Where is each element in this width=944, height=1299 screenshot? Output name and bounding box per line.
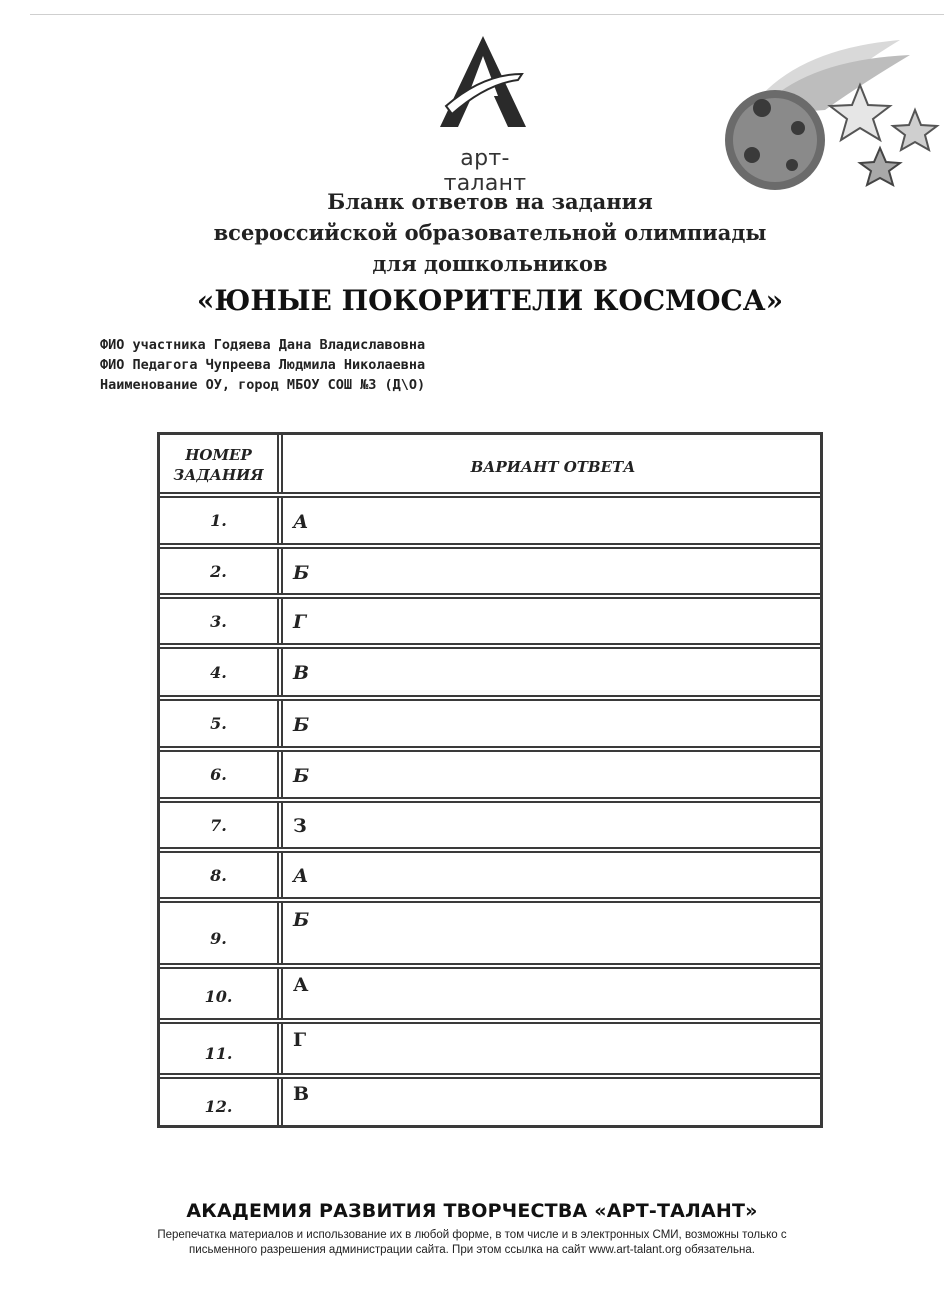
task-number: 12.: [204, 1097, 233, 1116]
answer-cell: Г: [293, 611, 307, 633]
answer-cell: З: [293, 815, 307, 837]
table-row: [160, 903, 820, 963]
answer-cell: А: [293, 511, 309, 533]
planet-comet-stars-icon: [700, 30, 940, 200]
table-row: [160, 853, 820, 897]
answer-cell: А: [293, 974, 309, 996]
header-number-line-2: ЗАДАНИЯ: [173, 466, 264, 484]
footer-org-name: АКАДЕМИЯ РАЗВИТИЯ ТВОРЧЕСТВА «АРТ-ТАЛАНТ»: [186, 1200, 758, 1222]
answer-table: [157, 432, 823, 1128]
task-number: 10.: [204, 987, 233, 1006]
answer-cell: Б: [293, 714, 310, 736]
answer-cell: Б: [293, 562, 310, 584]
title-line-1: Бланк ответов на задания: [327, 189, 653, 214]
answer-cell: Б: [293, 909, 310, 931]
answer-cell: Г: [293, 1029, 307, 1051]
task-number: 4.: [210, 663, 227, 682]
footer-note-line-2: письменного разрешения администрации сайта. При этом ссылка на сайт www.art-talant.org обязательна.: [189, 1244, 755, 1256]
table-row: [160, 752, 820, 797]
header-answer-variant: ВАРИАНТ ОТВЕТА: [470, 458, 636, 476]
header-number-line-1: НОМЕР: [185, 446, 252, 464]
table-row: [160, 969, 820, 1018]
brand-name: арт-талант: [443, 146, 527, 196]
table-row: [160, 599, 820, 643]
task-number: 7.: [210, 816, 227, 835]
participant-name: ФИО участника Годяева Дана Владиславовна: [100, 337, 426, 353]
task-number: 11.: [204, 1044, 233, 1063]
title-line-2: всероссийской образовательной олимпиады: [213, 220, 767, 245]
table-row: [160, 549, 820, 593]
answer-cell: В: [293, 1083, 310, 1105]
header-task-number: [160, 445, 277, 485]
table-row: [160, 701, 820, 746]
table-row: [160, 498, 820, 543]
task-number: 5.: [210, 714, 227, 733]
top-rule: [30, 14, 944, 15]
answer-cell: В: [293, 662, 310, 684]
table-row: [160, 649, 820, 695]
task-number: 2.: [210, 562, 227, 581]
art-talant-logo-icon: [438, 34, 528, 129]
footer-note-line-1: Перепечатка материалов и использование их в любой форме, в том числе и в электронных СМИ, возможны только с: [157, 1229, 787, 1241]
answer-cell: Б: [293, 765, 310, 787]
task-number: 9.: [210, 929, 227, 948]
title-block: [100, 186, 880, 321]
table-row: [160, 1079, 820, 1125]
school-name: Наименование ОУ, город МБОУ СОШ №3 (Д\О): [100, 377, 426, 393]
task-number: 8.: [210, 866, 227, 885]
task-number: 3.: [210, 612, 227, 631]
participant-info: [100, 335, 700, 395]
answer-cell: А: [293, 865, 309, 887]
task-number: 1.: [210, 511, 227, 530]
table-row: [160, 803, 820, 847]
table-row: [160, 1024, 820, 1073]
title-line-3: для дошкольников: [372, 251, 608, 276]
olympiad-name: «ЮНЫЕ ПОКОРИТЕЛИ КОСМОСА»: [196, 284, 784, 317]
footer-copyright-note: [110, 1228, 834, 1258]
task-number: 6.: [210, 765, 227, 784]
teacher-name: ФИО Педагога Чупреева Людмила Николаевна: [100, 357, 426, 373]
